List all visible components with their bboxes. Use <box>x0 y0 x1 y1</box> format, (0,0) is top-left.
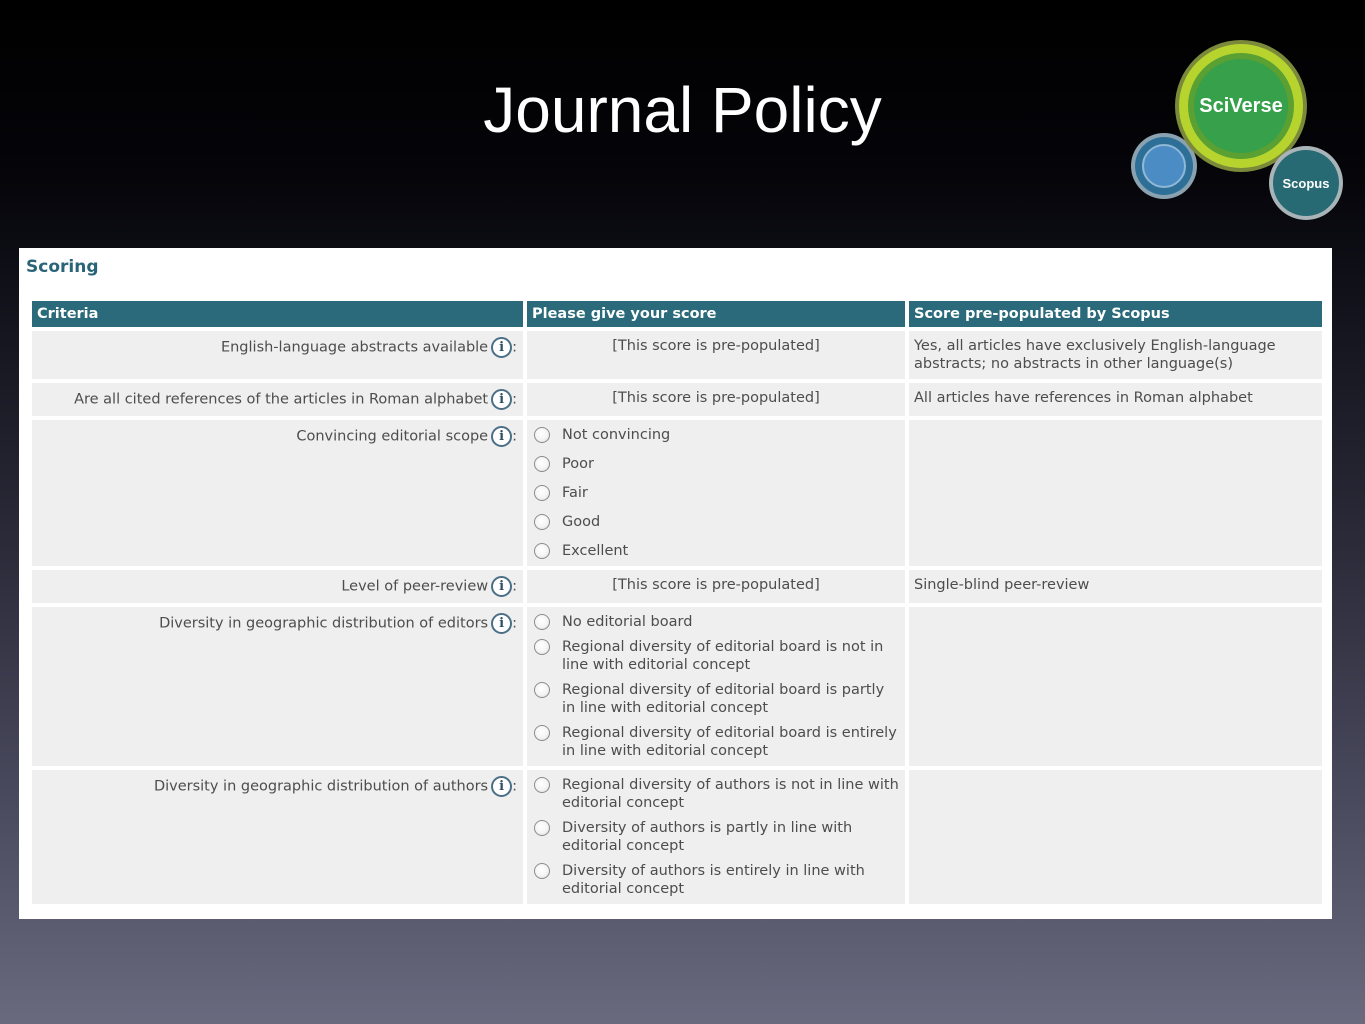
info-icon[interactable]: i <box>491 576 512 597</box>
criterion-cell: Diversity in geographic distribution of authors i : <box>32 770 523 904</box>
radio-button[interactable] <box>534 543 550 559</box>
info-icon[interactable]: i <box>491 426 512 447</box>
table-row <box>32 770 1322 904</box>
radio-label[interactable]: Diversity of authors is entirely in line with editorial concept <box>562 863 865 897</box>
prepopulated-cell: [This score is pre-populated] <box>527 570 905 603</box>
info-icon[interactable]: i <box>491 613 512 634</box>
table-row <box>32 420 1322 566</box>
scopus-value-cell: Single-blind peer-review <box>909 570 1322 603</box>
radio-option[interactable] <box>532 513 900 531</box>
radio-label[interactable]: Regional diversity of authors is not in line with editorial concept <box>562 777 899 811</box>
column-header-criteria: Criteria <box>32 301 523 327</box>
table-row <box>32 607 1322 766</box>
radio-option[interactable] <box>532 638 900 674</box>
table-header-row <box>32 301 1322 327</box>
radio-option[interactable] <box>532 862 900 898</box>
criterion-cell: Diversity in geographic distribution of editors i : <box>32 607 523 766</box>
radio-option[interactable] <box>532 776 900 812</box>
criterion-cell: Are all cited references of the articles in Roman alphabet i : <box>32 383 523 416</box>
radio-label[interactable]: Regional diversity of editorial board is partly in line with editorial concept <box>562 682 885 716</box>
info-icon[interactable]: i <box>491 337 512 358</box>
scopus-value-cell <box>909 607 1322 766</box>
slide-title: Journal Policy <box>483 74 882 146</box>
section-title: Scoring <box>26 257 99 277</box>
info-icon[interactable]: i <box>491 776 512 797</box>
radio-option[interactable] <box>532 724 900 760</box>
column-header-your-score: Please give your score <box>527 301 905 327</box>
radio-button[interactable] <box>534 725 550 741</box>
criterion-cell: Level of peer-review i : <box>32 570 523 603</box>
radio-button[interactable] <box>534 456 550 472</box>
table-row <box>32 331 1322 379</box>
radio-button[interactable] <box>534 514 550 530</box>
radio-button[interactable] <box>534 863 550 879</box>
radio-button[interactable] <box>534 777 550 793</box>
radio-option[interactable] <box>532 455 900 473</box>
radio-option[interactable] <box>532 426 900 444</box>
scopus-value-cell <box>909 770 1322 904</box>
radio-button[interactable] <box>534 427 550 443</box>
score-options-cell <box>527 607 905 766</box>
radio-button[interactable] <box>534 820 550 836</box>
sciverse-scopus-logo <box>1128 36 1350 226</box>
criterion-label: Are all cited references of the articles in Roman alphabet <box>74 391 489 408</box>
radio-label[interactable]: Excellent <box>562 543 629 559</box>
radio-label[interactable]: Fair <box>562 485 588 501</box>
criterion-cell: Convincing editorial scope i : <box>32 420 523 566</box>
info-icon[interactable]: i <box>491 389 512 410</box>
criterion-label: Level of peer-review <box>341 578 489 595</box>
scopus-value-cell: Yes, all articles have exclusively English-language abstracts; no abstracts in other language(s) <box>909 331 1322 379</box>
scoring-panel <box>19 248 1332 919</box>
scopus-value-cell <box>909 420 1322 566</box>
radio-label[interactable]: Regional diversity of editorial board is not in line with editorial concept <box>562 639 884 673</box>
radio-option[interactable] <box>532 542 900 560</box>
score-options-cell <box>527 420 905 566</box>
radio-button[interactable] <box>534 614 550 630</box>
scoring-table <box>28 297 1326 908</box>
radio-label[interactable]: Regional diversity of editorial board is entirely in line with editorial concept <box>562 725 897 759</box>
radio-option[interactable] <box>532 613 900 631</box>
radio-option[interactable] <box>532 484 900 502</box>
logo-scopus-text: Scopus <box>1282 176 1330 191</box>
radio-label[interactable]: Diversity of authors is partly in line with editorial concept <box>562 820 853 854</box>
radio-button[interactable] <box>534 485 550 501</box>
scopus-value-cell: All articles have references in Roman alphabet <box>909 383 1322 416</box>
radio-label[interactable]: Good <box>562 514 601 530</box>
criterion-label: Convincing editorial scope <box>296 428 489 445</box>
criterion-label: English-language abstracts available <box>220 339 489 356</box>
radio-option[interactable] <box>532 681 900 717</box>
criterion-label: Diversity in geographic distribution of authors <box>153 778 489 795</box>
radio-button[interactable] <box>534 639 550 655</box>
score-options-cell <box>527 770 905 904</box>
radio-option[interactable] <box>532 819 900 855</box>
radio-label[interactable]: No editorial board <box>562 614 693 630</box>
radio-label[interactable]: Not convincing <box>562 427 671 443</box>
prepopulated-cell: [This score is pre-populated] <box>527 331 905 379</box>
table-row <box>32 383 1322 416</box>
radio-label[interactable]: Poor <box>562 456 594 472</box>
prepopulated-cell: [This score is pre-populated] <box>527 383 905 416</box>
criterion-cell: English-language abstracts available i : <box>32 331 523 379</box>
column-header-scopus-score: Score pre-populated by Scopus <box>909 301 1322 327</box>
table-row <box>32 570 1322 603</box>
logo-sciverse-text: SciVerse <box>1199 95 1283 117</box>
criterion-label: Diversity in geographic distribution of editors <box>159 615 489 632</box>
radio-button[interactable] <box>534 682 550 698</box>
